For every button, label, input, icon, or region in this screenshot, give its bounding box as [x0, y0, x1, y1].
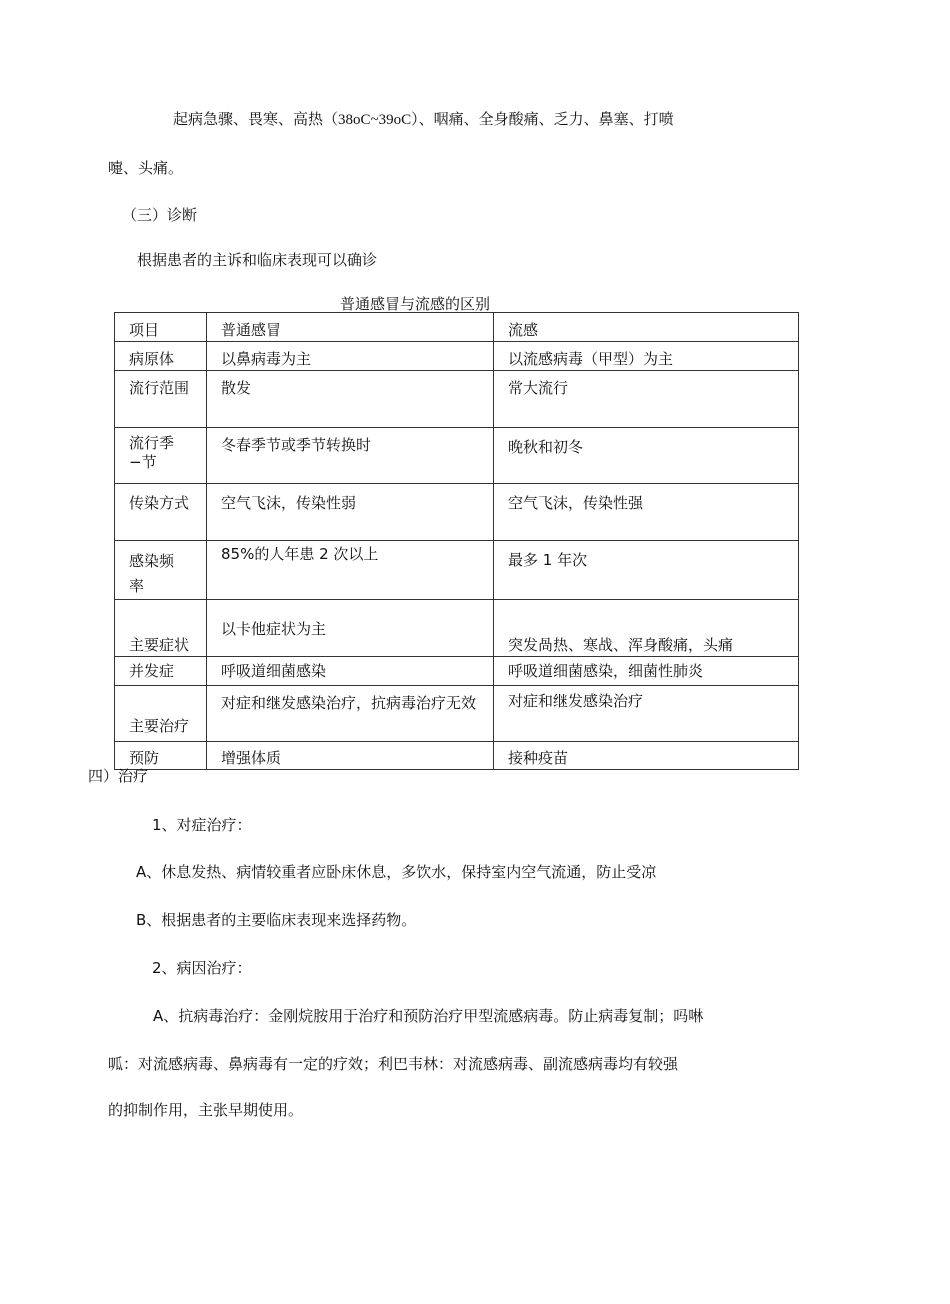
- table-cell: 流行范围: [115, 371, 207, 428]
- treatment-item-1: 1、对症治疗：: [152, 816, 252, 834]
- table-cell: 冬春季节或季节转换时: [207, 428, 494, 484]
- table-cell: 对症和继发感染治疗，抗病毒治疗无效: [207, 686, 494, 742]
- table-cell: 传染方式: [115, 484, 207, 541]
- table-row: [115, 484, 799, 541]
- diagnosis-text: 根据患者的主诉和临床表现可以确诊: [137, 251, 378, 269]
- treatment-item-2a-line-2: 呱：对流感病毒、鼻病毒有一定的疗效；利巴韦林：对流感病毒、副流感病毒均有较强: [108, 1055, 679, 1073]
- table-cell: 以卡他症状为主: [207, 600, 494, 657]
- table-cell: 常大流行: [494, 371, 799, 428]
- table-cell: 增强体质: [207, 742, 494, 770]
- header-cell: 项目: [115, 313, 207, 342]
- comparison-table: [114, 312, 799, 770]
- table-cell: 呼吸道细菌感染，细菌性肺炎: [494, 657, 799, 686]
- diagnosis-heading: （三）诊断: [122, 206, 198, 224]
- table-row: [115, 742, 799, 770]
- symptoms-line-2: 嚏、头痛。: [108, 159, 184, 177]
- treatment-item-2a-line-3: 的抑制作用，主张早期使用。: [108, 1101, 304, 1119]
- table-cell: 流行季 −节: [115, 428, 207, 484]
- table-row: [115, 371, 799, 428]
- table-cell: 主要治疗: [115, 686, 207, 742]
- table-row: [115, 428, 799, 484]
- table-cell: 散发: [207, 371, 494, 428]
- table-cell: 主要症状: [115, 600, 207, 657]
- table-cell: 感染频 率: [115, 541, 207, 600]
- table-cell: 呼吸道细菌感染: [207, 657, 494, 686]
- table-row: [115, 686, 799, 742]
- table-cell: 以流感病毒（甲型）为主: [494, 342, 799, 371]
- table-cell: 病原体: [115, 342, 207, 371]
- table-row: [115, 657, 799, 686]
- treatment-item-1a: A、休息发热、病情较重者应卧床休息，多饮水，保持室内空气流通，防止受凉: [136, 863, 657, 881]
- header-cell: 流感: [494, 313, 799, 342]
- table-row: [115, 600, 799, 657]
- table-row: [115, 541, 799, 600]
- treatment-heading: 四）治疗: [88, 767, 149, 785]
- table-cell: 突发咼热、寒战、浑身酸痛，头痛: [494, 600, 799, 657]
- table-header-row: [115, 313, 799, 342]
- table-cell: 空气飞沫，传染性弱: [207, 484, 494, 541]
- table-cell: 接种疫苗: [494, 742, 799, 770]
- table-cell: 85%的人年患 2 次以上: [207, 541, 494, 600]
- table-cell: 晚秋和初冬: [494, 428, 799, 484]
- treatment-item-1b: B、根据患者的主要临床表现来选择药物。: [136, 911, 417, 929]
- table-cell: 并发症: [115, 657, 207, 686]
- table-cell: 以鼻病毒为主: [207, 342, 494, 371]
- table-cell: 对症和继发感染治疗: [494, 686, 799, 742]
- table-cell: 空气飞沫，传染性强: [494, 484, 799, 541]
- table-cell: 最多 1 年次: [494, 541, 799, 600]
- header-cell: 普通感冒: [207, 313, 494, 342]
- table-row: [115, 342, 799, 371]
- table-title: 普通感冒与流感的区别: [339, 295, 490, 313]
- treatment-item-2: 2、病因治疗：: [152, 959, 252, 977]
- treatment-item-2a-line-1: A、抗病毒治疗：金刚烷胺用于治疗和预防治疗甲型流感病毒。防止病毒复制；吗啉: [153, 1007, 704, 1025]
- table-cell: 预防: [115, 742, 207, 770]
- symptoms-line-1: 起病急骤、畏寒、高热（38oC~39oC）、咽痛、全身酸痛、乏力、鼻塞、打喷: [173, 112, 674, 128]
